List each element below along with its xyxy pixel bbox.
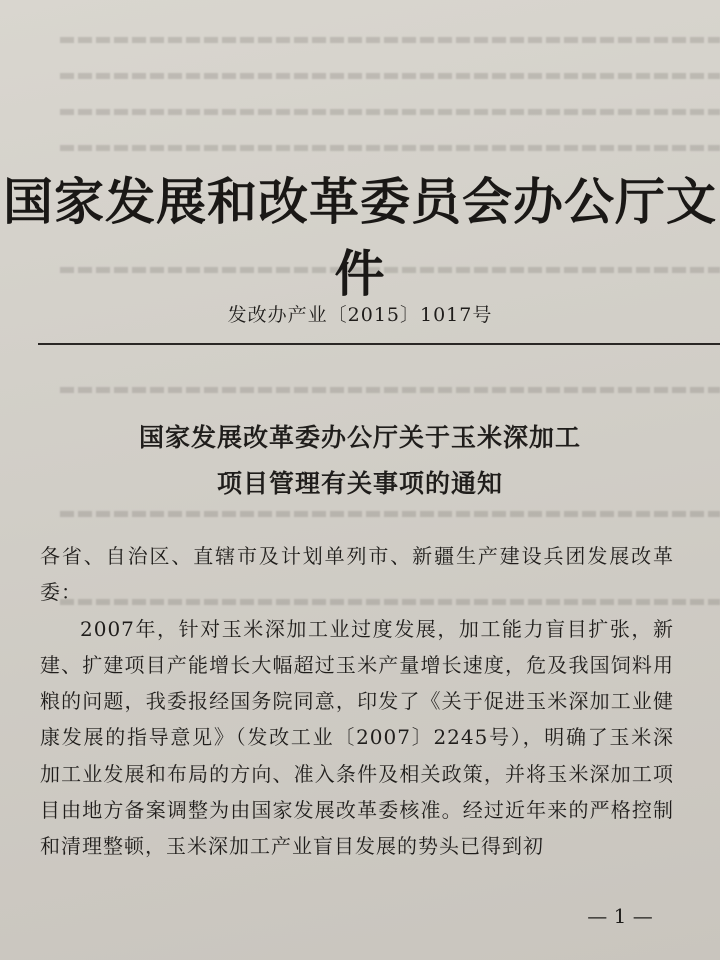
document-masthead: 国家发展和改革委员会办公厅文件 bbox=[3, 173, 717, 303]
bleed-through-line bbox=[60, 68, 720, 84]
bleed-through-line bbox=[60, 140, 720, 156]
page-number: — 1 — bbox=[587, 904, 653, 928]
notice-title-line-1: 国家发展改革委办公厅关于玉米深加工 bbox=[138, 423, 581, 452]
notice-body bbox=[40, 538, 674, 865]
bleed-through-line bbox=[60, 506, 720, 522]
bleed-through-line bbox=[60, 32, 720, 48]
header-divider bbox=[38, 343, 720, 345]
body-paragraph: 2007年，针对玉米深加工业过度发展，加工能力盲目扩张，新建、扩建项目产能增长大幅超过玉米产量增长速度，危及我国饲料用粮的问题，我委报经国务院同意，印发了《关于促进玉米深加工业健康发展的指导意见》（发改工业〔2007〕2245号），明确了玉米深加工业发展和布局的方向、准入条件及相关政策，并将玉米深加工项目由地方备案调整为由国家发展改革委核准。经过近年来的严格控制和清理整顿，玉米深加工产业盲目发展的势头已得到初 bbox=[40, 616, 674, 859]
notice-title-line-2: 项目管理有关事项的通知 bbox=[216, 469, 503, 498]
bleed-through-line bbox=[60, 104, 720, 120]
document-number: 发改办产业〔2015〕1017号 bbox=[227, 304, 493, 326]
salutation: 各省、自治区、直辖市及计划单列市、新疆生产建设兵团发展改革委： bbox=[40, 544, 674, 605]
bleed-through-line bbox=[60, 382, 720, 398]
